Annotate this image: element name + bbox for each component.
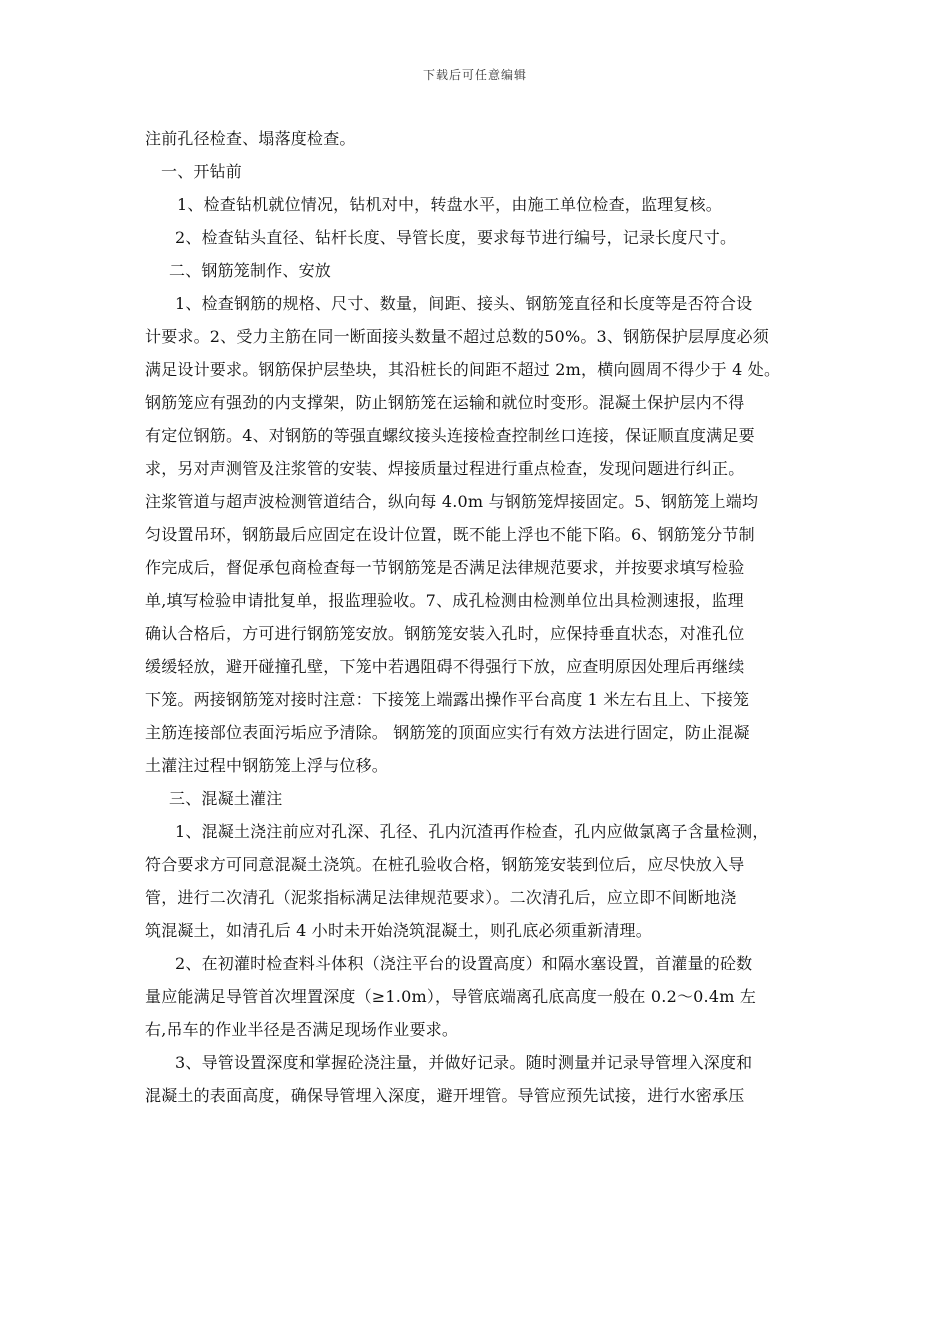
text-line: 单,填写检验申请批复单，报监理验收。7、成孔检测由检测单位出具检测速报，监理 <box>145 591 744 610</box>
section-heading: 三、混凝土灌注 <box>169 789 283 808</box>
text-line: 主筋连接部位表面污垢应予清除。 钢筋笼的顶面应实行有效方法进行固定，防止混凝 <box>145 723 750 742</box>
text-line: 匀设置吊环，钢筋最后应固定在设计位置，既不能上浮也不能下陷。6、钢筋笼分节制 <box>145 525 755 544</box>
text-line: 缓缓轻放，避开碰撞孔壁，下笼中若遇阻碍不得强行下放，应查明原因处理后再继续 <box>145 657 745 676</box>
text-line: 1、混凝土浇注前应对孔深、孔径、孔内沉渣再作检查，孔内应做氯离子含量检测， <box>175 822 769 841</box>
section-heading: 二、钢筋笼制作、安放 <box>169 261 332 280</box>
text-line: 量应能满足导管首次埋置深度（≥1.0m），导管底端离孔底高度一般在 0.2～0.4m 左 <box>145 987 757 1006</box>
text-line: 作完成后，督促承包商检查每一节钢筋笼是否满足法律规范要求，并按要求填写检验 <box>145 558 745 577</box>
text-line: 1、检查钢筋的规格、尺寸、数量，间距、接头、钢筋笼直径和长度等是否符合设 <box>175 294 753 313</box>
text-line: 满足设计要求。钢筋保护层垫块，其沿桩长的间距不超过 2m，横向圆周不得少于 4 处。 <box>145 360 781 379</box>
text-line: 下笼。两接钢筋笼对接时注意：下接笼上端露出操作平台高度 1 米左右且上、下接笼 <box>145 690 750 709</box>
text-line: 注前孔径检查、塌落度检查。 <box>145 129 356 148</box>
text-line: 钢筋笼应有强劲的内支撑架，防止钢筋笼在运输和就位时变形。混凝土保护层内不得 <box>145 393 745 412</box>
document-body <box>145 122 813 1112</box>
text-line: 右,吊车的作业半径是否满足现场作业要求。 <box>145 1020 459 1039</box>
text-line: 2、在初灌时检查料斗体积（浇注平台的设置高度）和隔水塞设置，首灌量的砼数 <box>175 954 753 973</box>
text-line: 确认合格后，方可进行钢筋笼安放。钢筋笼安装入孔时，应保持垂直状态，对准孔位 <box>145 624 745 643</box>
page-header: 下载后可任意编辑 <box>422 68 527 82</box>
text-line: 有定位钢筋。4、对钢筋的等强直螺纹接头连接检查控制丝口连接，保证顺直度满足要 <box>145 426 755 445</box>
section-heading: 一、开钻前 <box>161 162 243 181</box>
text-line: 筑混凝土，如清孔后 4 小时未开始浇筑混凝土，则孔底必须重新清理。 <box>145 921 652 940</box>
text-line: 3、导管设置深度和掌握砼浇注量，并做好记录。随时测量并记录导管埋入深度和 <box>175 1053 753 1072</box>
text-line: 土灌注过程中钢筋笼上浮与位移。 <box>145 756 389 775</box>
text-line: 混凝土的表面高度，确保导管埋入深度，避开埋管。导管应预先试接，进行水密承压 <box>145 1086 745 1105</box>
text-line: 计要求。2、受力主筋在同一断面接头数量不超过总数的50%。3、钢筋保护层厚度必须 <box>145 327 769 346</box>
text-line: 求，另对声测管及注浆管的安装、焊接质量过程进行重点检查，发现问题进行纠正。 <box>145 459 745 478</box>
text-line: 符合要求方可同意混凝土浇筑。在桩孔验收合格，钢筋笼安装到位后，应尽快放入导 <box>145 855 745 874</box>
text-line: 注浆管道与超声波检测管道结合，纵向每 4.0m 与钢筋笼焊接固定。5、钢筋笼上端均 <box>145 492 759 511</box>
text-line: 管，进行二次清孔（泥浆指标满足法律规范要求）。二次清孔后，应立即不间断地浇 <box>145 888 737 907</box>
text-line: 2、检查钻头直径、钻杆长度、导管长度，要求每节进行编号，记录长度尺寸。 <box>175 228 737 247</box>
text-line: 1、检查钻机就位情况，钻机对中，转盘水平，由施工单位检查，监理复核。 <box>177 195 722 214</box>
